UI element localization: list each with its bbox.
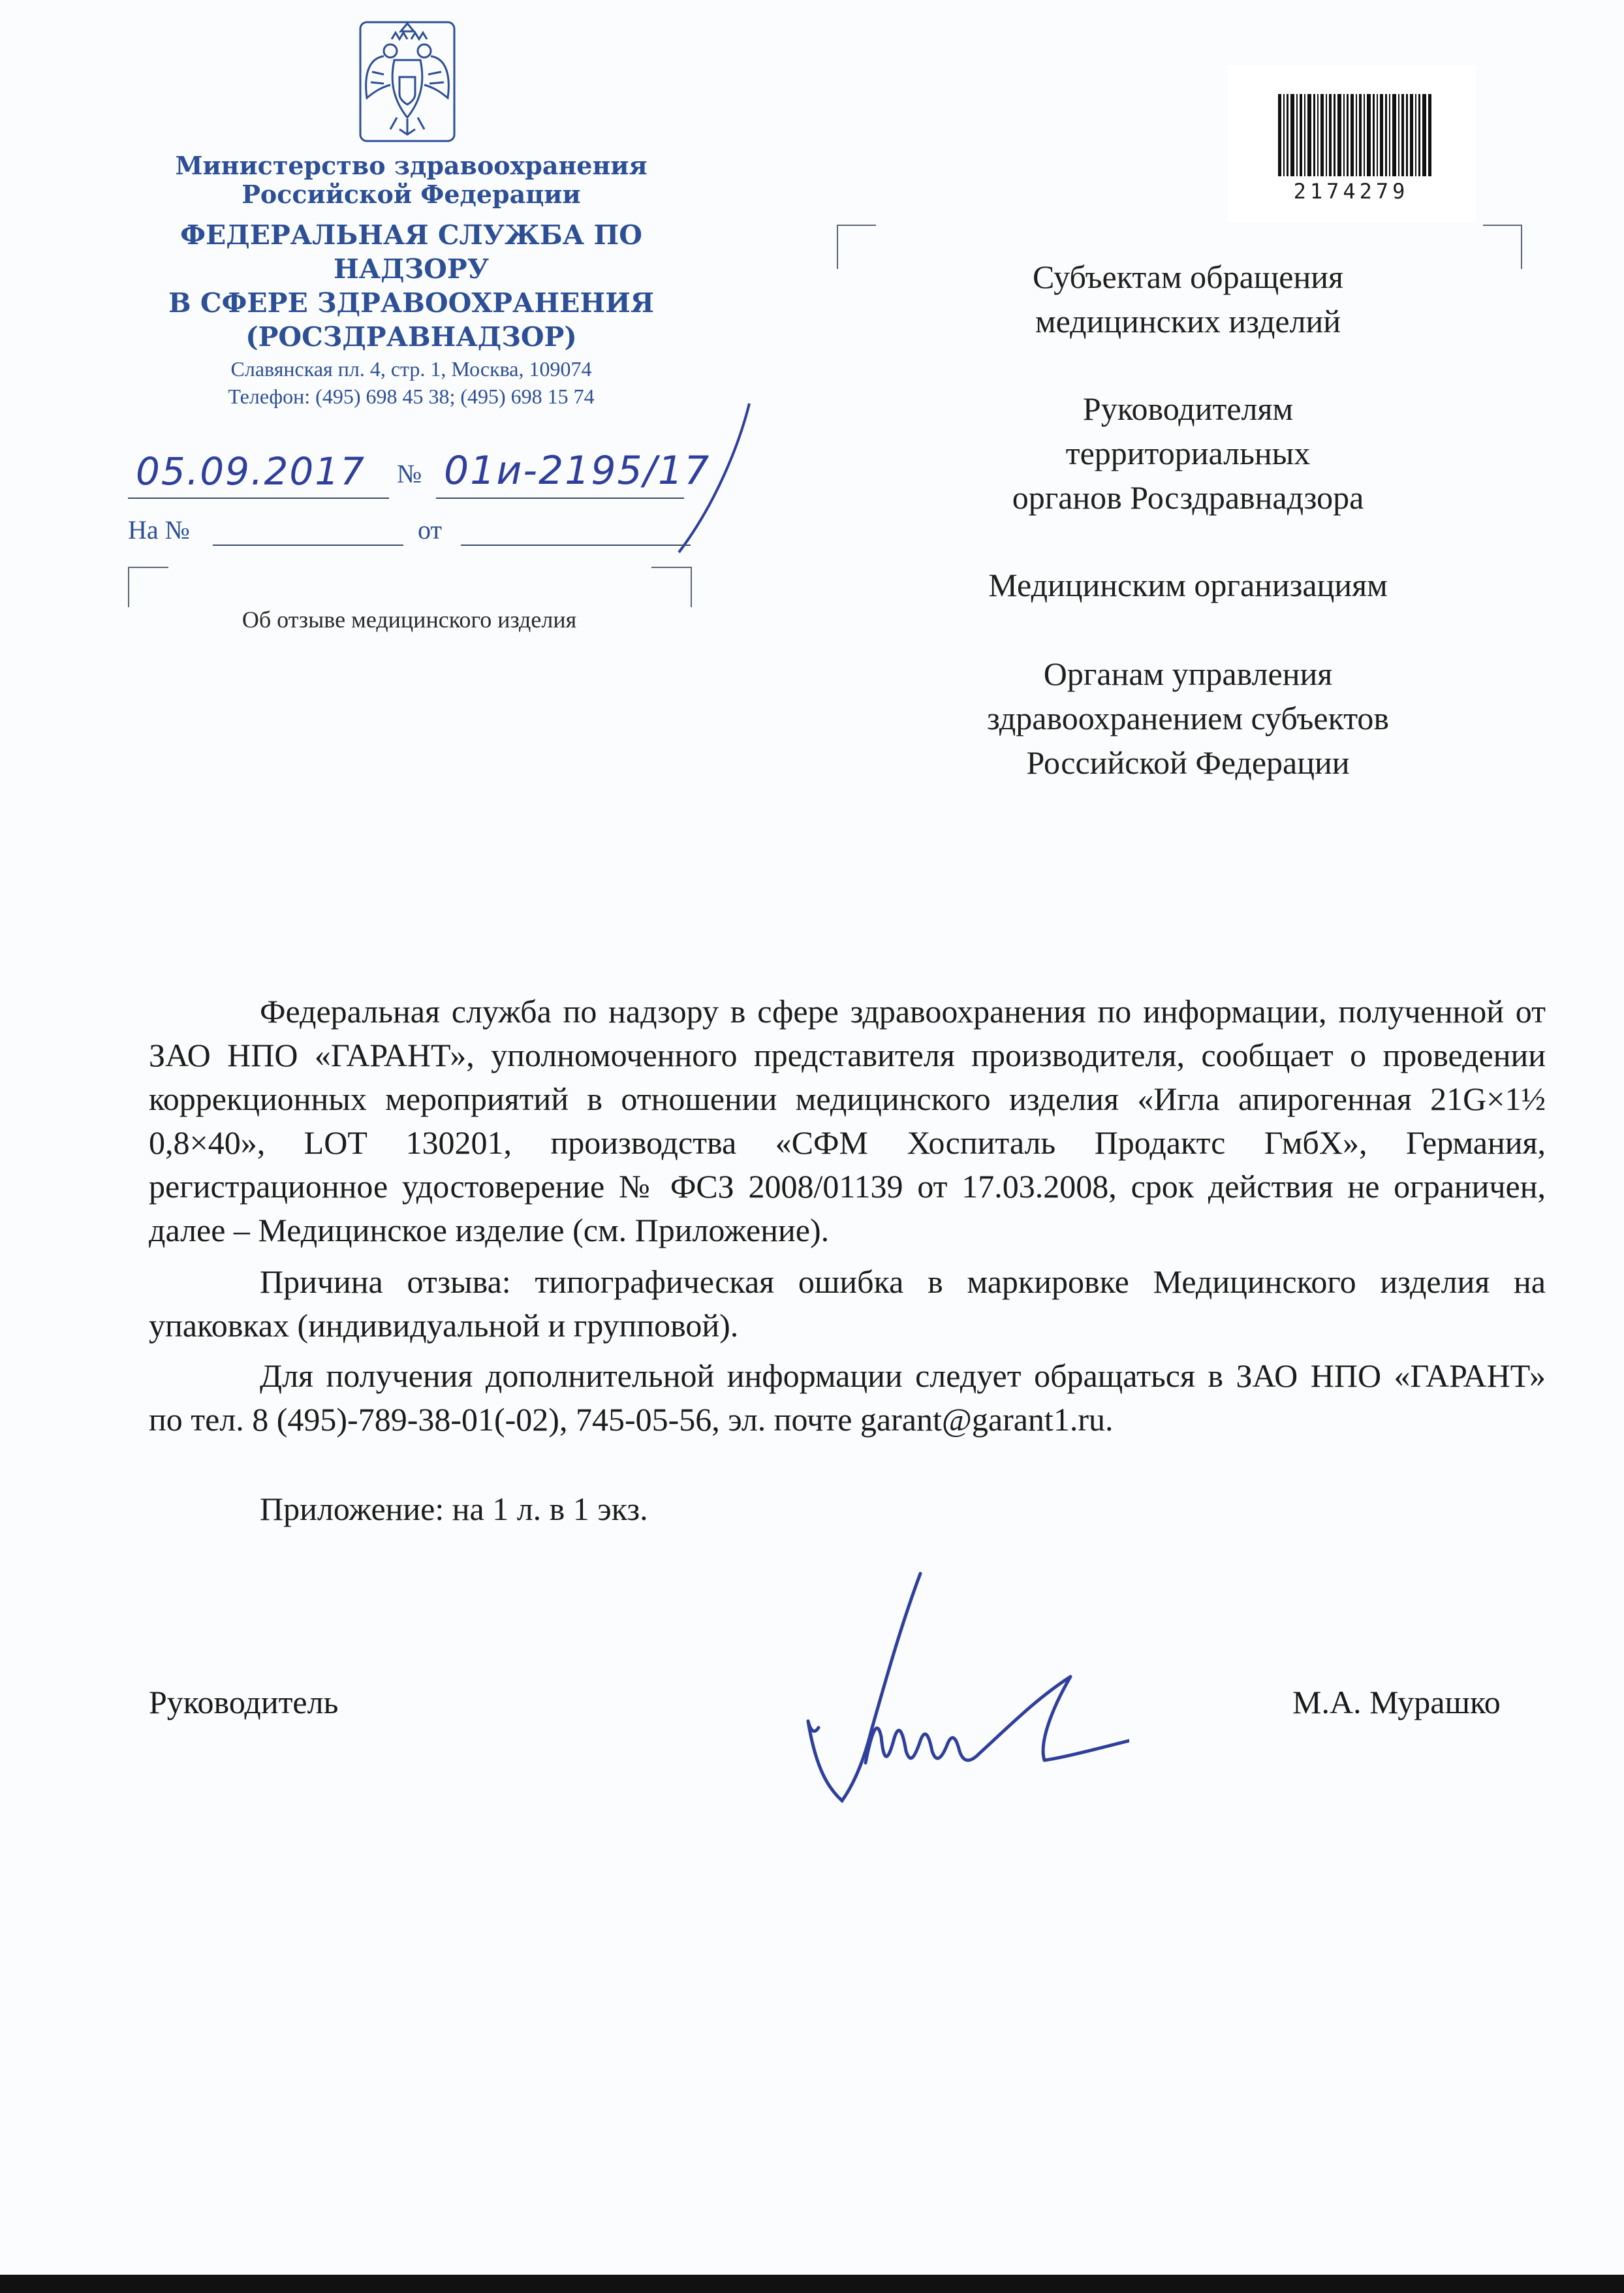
body-paragraph-3: Для получения дополнительной информации следует обращаться в ЗАО НПО «ГАРАНТ» по тел. 8 (495)-789-38-01(-02), 745-05-56, эл. почте garant@garant1.ru. [149, 1357, 1546, 1438]
barcode-bars [1278, 94, 1432, 176]
recipient-1-line-1: Субъектам обращения [1033, 259, 1343, 295]
recipient-3 [894, 563, 1482, 607]
barcode-number: 2174279 [1293, 179, 1409, 204]
registration-date: 05.09.2017 [136, 449, 366, 494]
barcode-label [1227, 65, 1475, 222]
recipient-4-line-1: Органам управления [1043, 656, 1333, 692]
agency-line-1: ФЕДЕРАЛЬНАЯ СЛУЖБА ПО НАДЗОРУ [180, 219, 642, 285]
letter-subject: Об отзыве медицинского изделия [242, 607, 577, 633]
ministry-name [117, 151, 705, 209]
ref-number-line [213, 545, 403, 546]
recipient-1 [894, 255, 1482, 343]
recipient-3-line-1: Медицинским организациям [988, 567, 1388, 603]
number-slash-stroke [666, 400, 757, 556]
recipient-2 [894, 387, 1482, 520]
signatory-position: Руководитель [149, 1684, 339, 1720]
agency-phone: Телефон: (495) 698 45 38; (495) 698 15 74 [228, 385, 595, 408]
subject-bracket-left [128, 567, 168, 607]
ministry-line-1: Министерство здравоохранения [175, 151, 648, 180]
agency-line-3: (РОСЗДРАВНАДЗОР) [245, 321, 577, 353]
ref-label: На № [128, 515, 190, 545]
body-paragraph-1: Федеральная служба по надзору в сфере здравоохранения по информации, полученной от ЗАО НПО «ГАРАНТ», уполномоченного представителя производителя, сообщает о проведении коррекционных мероприятий в отношении медицинского изделия «Игла апирогенная 21G×1½ 0,8×40», LOT 130201, производства «СФМ Хоспиталь Продактс ГмбХ», Германия, регистрационное удостоверение № ФСЗ 2008/01139 от 17.03.2008, срок действия не ограничен, далее – Медицинское изделие (см. Приложение). [149, 993, 1546, 1248]
subject-bracket-right [651, 567, 692, 607]
agency-line-2: В СФЕРЕ ЗДРАВООХРАНЕНИЯ [168, 287, 655, 319]
recipient-4 [894, 652, 1482, 785]
number-sign: № [397, 459, 422, 488]
ministry-line-2: Российской Федерации [242, 180, 581, 209]
scan-bottom-edge [0, 2275, 1624, 2293]
address-bracket-left [837, 225, 876, 269]
date-underline [128, 498, 389, 499]
recipient-2-line-2: территориальных [1065, 435, 1311, 471]
attachment-note: Приложение: на 1 л. в 1 экз. [260, 1491, 648, 1527]
recipient-2-line-3: органов Росздравнадзора [1012, 479, 1364, 516]
from-date-line [461, 545, 691, 546]
address-bracket-right [1483, 225, 1522, 269]
recipient-2-line-1: Руководителям [1082, 390, 1294, 427]
signatory-name: М.А. Мурашко [1292, 1684, 1501, 1720]
from-label: от [418, 515, 442, 545]
agency-address: Славянская пл. 4, стр. 1, Москва, 109074 [230, 357, 592, 381]
recipient-4-line-3: Российской Федерации [1026, 744, 1350, 781]
handwritten-signature [738, 1567, 1129, 1815]
agency-contacts [98, 355, 725, 410]
agency-name [98, 218, 725, 354]
letter-body [149, 990, 1546, 1531]
recipient-4-line-2: здравоохранением субъектов [986, 700, 1390, 736]
number-underline [436, 498, 684, 499]
recipient-1-line-2: медицинских изделий [1035, 303, 1341, 340]
registration-number: 01и-2195/17 [444, 448, 711, 494]
body-paragraph-2: Причина отзыва: типографическая ошибка в маркировке Медицинского изделия на упаковках (индивидуальной и групповой). [149, 1263, 1546, 1344]
coat-of-arms-emblem [358, 20, 457, 144]
